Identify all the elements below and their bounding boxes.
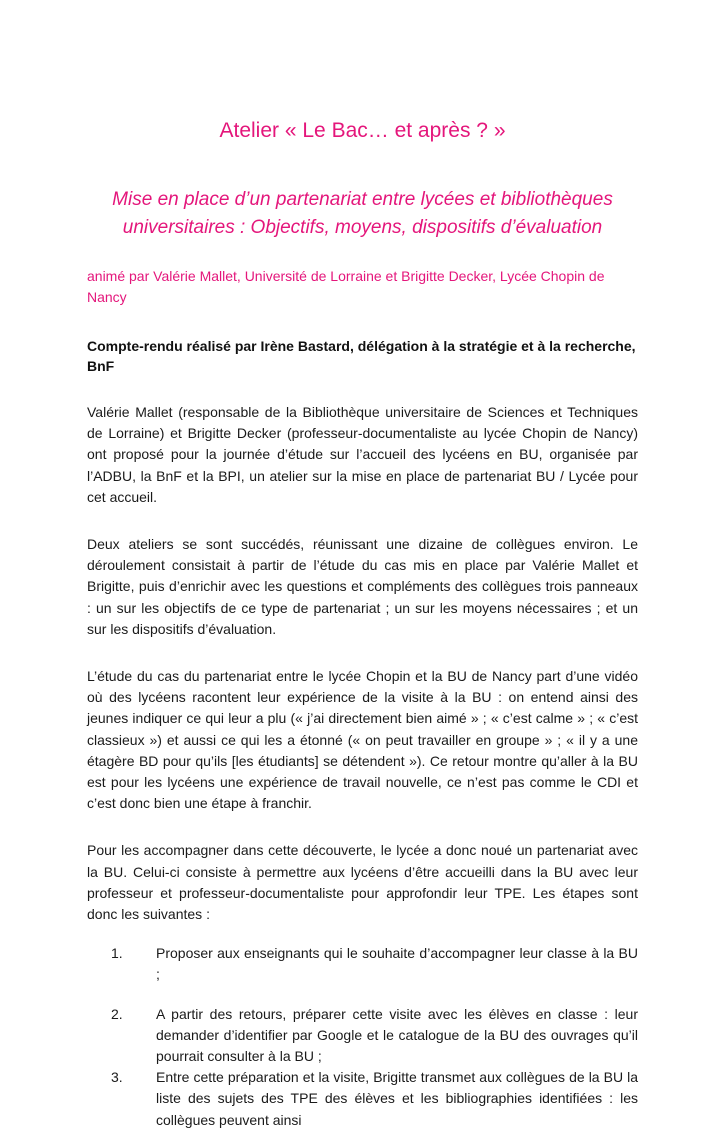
step-number: 2. <box>111 1005 123 1022</box>
steps-list <box>87 943 638 1131</box>
step-text: Proposer aux enseignants qui le souhaite d’accompagner leur classe à la BU ; <box>156 945 638 983</box>
list-item <box>87 1067 638 1131</box>
document-subtitle: Mise en place d’un partenariat entre lycées et bibliothèques universitaires : Objectifs, moyens, dispositifs d’évaluation <box>112 189 613 238</box>
list-item <box>87 943 638 985</box>
step-text: A partir des retours, préparer cette visite avec les élèves en classe : leur demander d’identifier par Google et le catalogue de la BU des ouvrages qu’il pourrait consulter à la BU ; <box>156 1005 638 1065</box>
paragraph-workshops: Deux ateliers se sont succédés, réunissant une dizaine de collègues environ. Le déroulement consistait à partir de l’étude du cas mis en place par Valérie Mallet et Brigitte, puis d’enrichir avec les questions et compléments des collègues trois panneaux : un sur les objectifs de ce type de partenariat ; un sur les moyens nécessaires ; et un sur les dispositifs d’évaluation. <box>87 536 638 637</box>
paragraph-case-study: L’étude du cas du partenariat entre le lycée Chopin et la BU de Nancy part d’une vidéo où des lycéens racontent leur expérience de la visite à la BU : on entend ainsi des jeunes indiquer ce qui leur a plu (« j’ai directement bien aimé » ; « c’est calme » ; « c’est classieux ») et aussi ce qui les a étonné (« on peut travailler en groupe » ; « il y a une étagère BD pour qu’ils [les étudiants] se détendent »). Ce retour montre qu’aller à la BU est pour les lycéens une expérience de travail nouvelle, ce n’est pas comme le CDI et c’est donc bien une étape à franchir. <box>87 668 638 812</box>
step-text: Entre cette préparation et la visite, Brigitte transmet aux collègues de la BU la liste des sujets des TPE des élèves et les bibliographies identifiées : les collègues peuvent ainsi <box>156 1069 638 1128</box>
animators-line: animé par Valérie Mallet, Université de Lorraine et Brigitte Decker, Lycée Chopin de Nancy <box>87 268 605 305</box>
step-number: 3. <box>111 1069 123 1086</box>
step-number: 1. <box>111 945 123 962</box>
list-item <box>87 1004 638 1068</box>
report-author-line: Compte-rendu réalisé par Irène Bastard, délégation à la stratégie et à la recherche, BnF <box>87 338 636 374</box>
document-title: Atelier « Le Bac… et après ? » <box>219 119 506 142</box>
paragraph-partnership: Pour les accompagner dans cette découverte, le lycée a donc noué un partenariat avec la BU. Celui-ci consiste à permettre aux lycéens d’être accueilli dans la BU avec leur professeur et professeur-documentaliste pour approfondir leur TPE. Les étapes sont donc les suivantes : <box>87 842 638 923</box>
document-page <box>0 118 724 1142</box>
paragraph-intro: Valérie Mallet (responsable de la Bibliothèque universitaire de Sciences et Techniques de Lorraine) et Brigitte Decker (professeur-documentaliste au lycée Chopin de Nancy) ont proposé pour la journée d’étude sur l’accueil des lycéens en BU, organisée par l’ADBU, la BnF et la BPI, un atelier sur la mise en place de partenariat BU / Lycée pour cet accueil. <box>87 404 638 505</box>
